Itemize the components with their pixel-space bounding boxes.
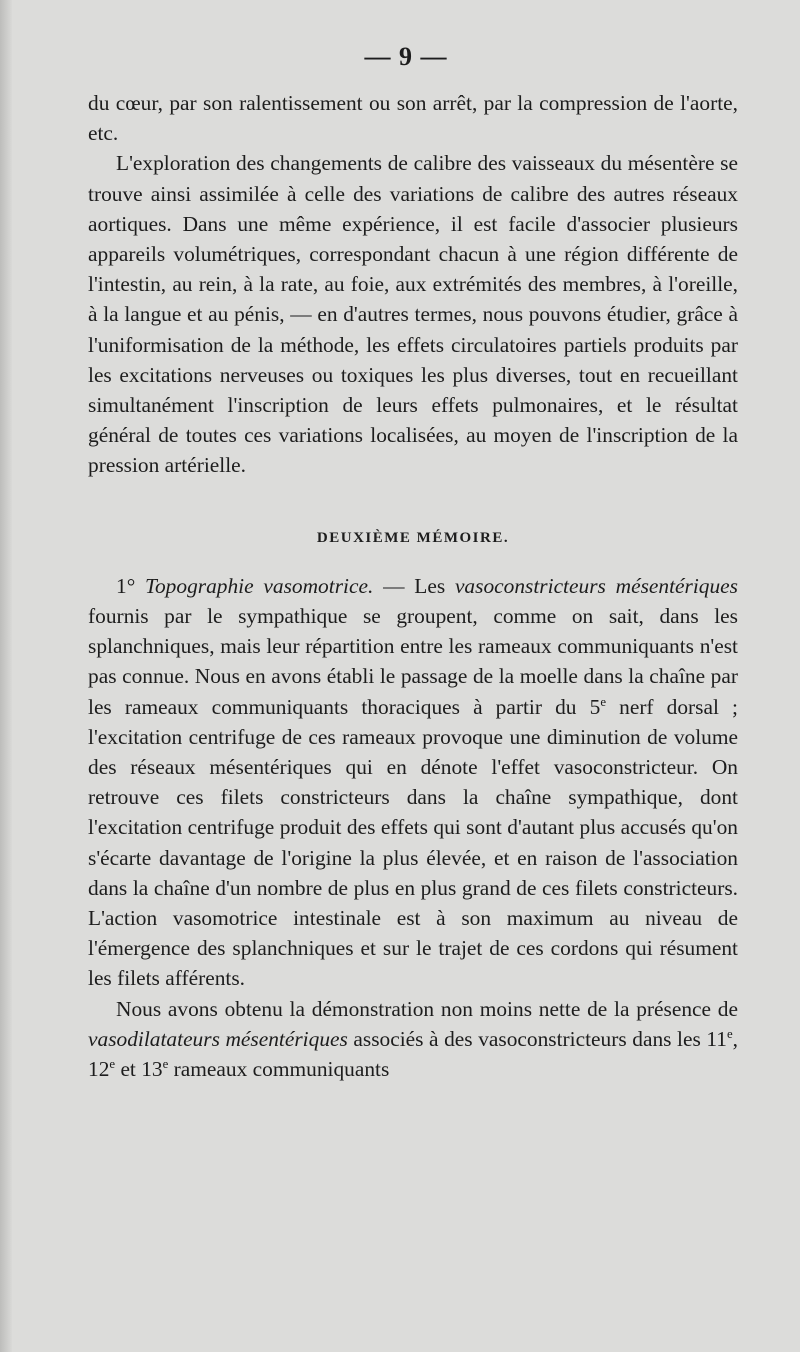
paragraph-text: fournis par le sympathique se groupent, comme on sait, dans les splanchniques, mais leur répartition entre les rameaux communiquants n'est pas connue. Nous en avons établi le passage de la moelle dans la chaîne par les rameaux communiquants thoraciques à partir du 5 bbox=[88, 604, 738, 719]
paragraph-text: nerf dorsal ; l'excitation centrifuge de ces rameaux provoque une diminution de volume des réseaux mésentériques qui en dénote l'effet vasoconstricteur. On retrouve ces filets constricteurs dans la chaîne sympathique, dont l'excitation centrifuge produit des effets qui sont d'autant plus accusés qu'on s'écarte davantage de l'origine la plus élevée, et en raison de l'association dans la chaîne d'un nombre de plus en plus grand de ces filets constricteurs. L'action vasomotrice intestinale est à son maximum au niveau de l'émergence des splanchniques et sur le trajet de ces cordons qui résument les filets afférents. bbox=[88, 694, 738, 991]
superscript: e bbox=[600, 694, 607, 709]
paragraph-text: rameaux communiquants bbox=[168, 1057, 390, 1082]
paragraph-continuation: du cœur, par son ralentissement ou son arrêt, par la compression de l'aorte, etc. bbox=[88, 91, 738, 146]
paragraph-topographie bbox=[88, 571, 738, 994]
page-number: — 9 — bbox=[364, 42, 448, 71]
section-number: 1° bbox=[116, 573, 136, 598]
paragraph-text: et 13 bbox=[115, 1057, 163, 1082]
dash-text: — Les bbox=[373, 573, 455, 598]
paragraph-text: , 12 bbox=[88, 1026, 739, 1082]
superscript: e bbox=[726, 1026, 733, 1041]
section-title: Topographie vasomotrice. bbox=[145, 573, 374, 598]
superscript: e bbox=[162, 1056, 169, 1071]
paragraph-exploration: L'exploration des changements de calibre des vaisseaux du mésentère se trouve ainsi assimilée à celle des variations de calibre des autres réseaux aortiques. Dans une même expérience, il est facile d'associer plusieurs appareils volumétriques, correspondant chacun à une région différente de l'intestin, au rein, à la rate, au foie, aux extrémités des membres, à l'oreille, à la langue et au pénis, — en d'autres termes, nous pouvons étudier, grâce à l'uniformisation de la méthode, les effets circulatoires partiels produits par les excitations nerveuses ou toxiques les plus diverses, tout en recueillant simultanément l'inscription de leurs effets pulmonaires, et le résultat général de toutes ces variations localisées, au moyen de l'inscription de la pression artérielle. bbox=[88, 151, 738, 478]
italic-term: vasoconstricteurs mésentériques bbox=[454, 573, 738, 598]
superscript: e bbox=[109, 1056, 116, 1071]
scan-edge bbox=[0, 0, 12, 1352]
section-heading: DEUXIÈME MÉMOIRE. bbox=[316, 529, 510, 546]
paragraph-text: Nous avons obtenu la démonstration non moins nette de la présence de bbox=[116, 996, 738, 1021]
book-page bbox=[12, 0, 800, 1352]
paragraph-vasodilatateurs bbox=[88, 994, 738, 1085]
italic-term: vasodilatateurs mésentériques bbox=[88, 1026, 348, 1051]
body-text bbox=[88, 88, 738, 1084]
paragraph-text: associés à des vasoconstricteurs dans les 11 bbox=[347, 1026, 727, 1051]
